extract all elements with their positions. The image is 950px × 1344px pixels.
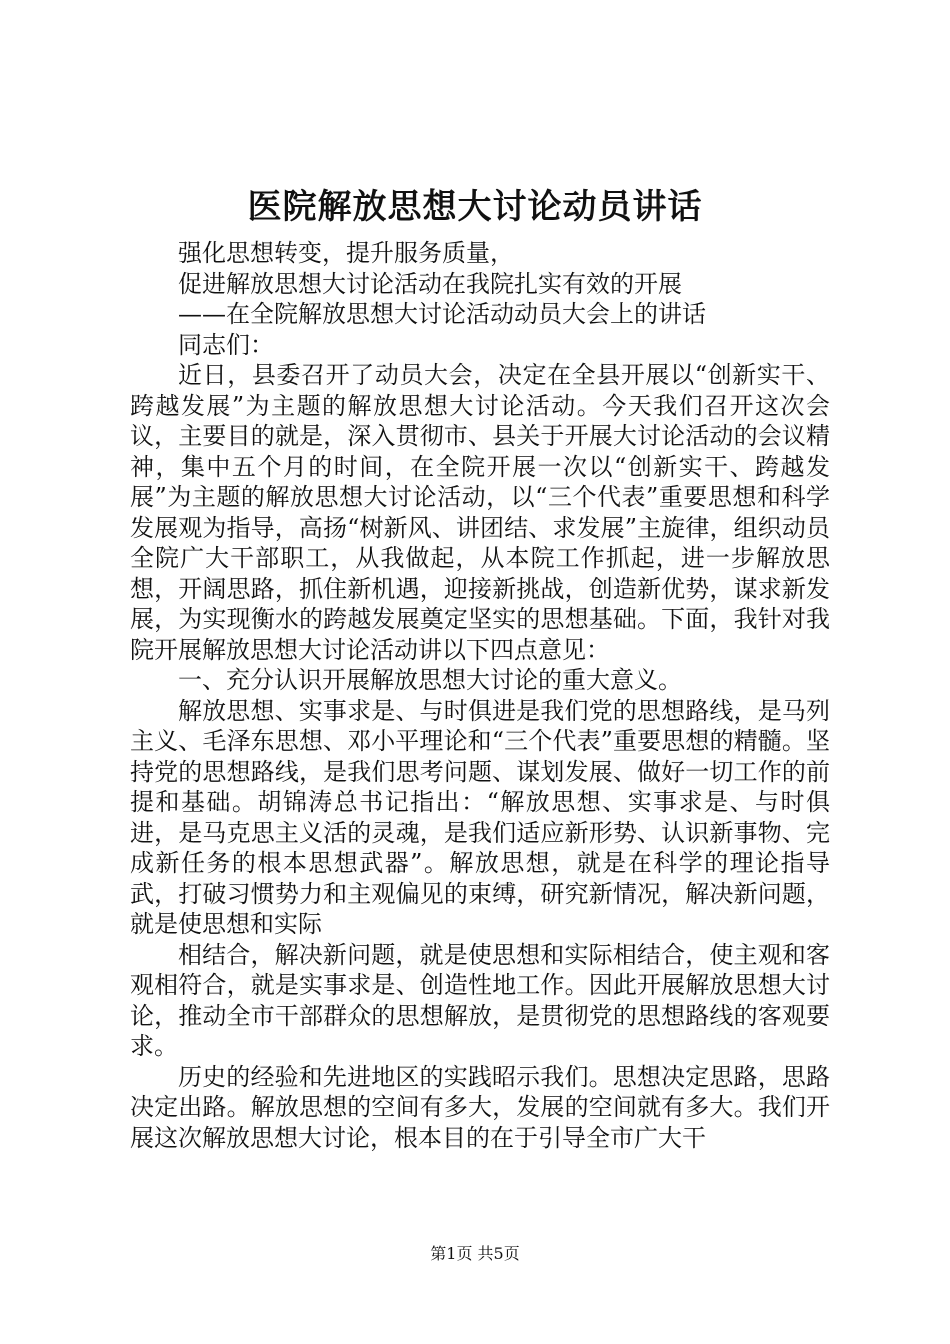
document-body — [130, 238, 830, 1153]
document-title: 医院解放思想大讨论动员讲话 — [247, 187, 703, 227]
page-footer: 第1页 共5页 — [430, 1244, 520, 1263]
subtitle-line-1: 强化思想转变，提升服务质量， — [178, 239, 514, 267]
paragraph: 近日，县委召开了动员大会，决定在全县开展以“创新实干、跨越发展”为主题的解放思想大讨论活动。今天我们召开这次会议，主要目的就是，深入贯彻市、县关于开展大讨论活动的会议精神，集中五个月的时间，在全院开展一次以“创新实干、跨越发展”为主题的解放思想大讨论活动，以“三个代表”重要思想和科学发展观为指导，高扬“树新风、讲团结、求发展”主旋律，组织动员全院广大干部职工，从我做起，从本院工作抓起，进一步解放思想，开阔思路，抓住新机遇，迎接新挑战，创造新优势，谋求新发展，为实现衡水的跨越发展奠定坚实的思想基础。下面，我针对我院开展解放思想大讨论活动讲以下四点意见： — [130, 361, 830, 664]
paragraph: 相结合，解决新问题，就是使思想和实际相结合，使主观和客观相符合，就是实事求是、创造性地工作。因此开展解放思想大讨论，推动全市干部群众的思想解放，是贯彻党的思想路线的客观要求。 — [130, 940, 830, 1060]
section-heading: 一、充分认识开展解放思想大讨论的重大意义。 — [178, 666, 682, 694]
paragraph: 历史的经验和先进地区的实践昭示我们。思想决定思路，思路决定出路。解放思想的空间有多大，发展的空间就有多大。我们开展这次解放思想大讨论，根本目的在于引导全市广大干 — [130, 1062, 830, 1152]
subtitle-line-3: ——在全院解放思想大讨论活动动员大会上的讲话 — [178, 300, 706, 328]
subtitle-line-2: 促进解放思想大讨论活动在我院扎实有效的开展 — [178, 269, 682, 298]
salutation: 同志们： — [178, 330, 274, 359]
paragraph: 解放思想、实事求是、与时俱进是我们党的思想路线，是马列主义、毛泽东思想、邓小平理论和“三个代表”重要思想的精髓。坚持党的思想路线，是我们思考问题、谋划发展、做好一切工作的前提和基础。胡锦涛总书记指出：“解放思想、实事求是、与时俱进，是马克思主义活的灵魂，是我们适应新形势、认识新事物、完成新任务的根本思想武器”。解放思想，就是在科学的理论指导武，打破习惯势力和主观偏见的束缚，研究新情况，解决新问题，就是使思想和实际 — [130, 696, 830, 938]
